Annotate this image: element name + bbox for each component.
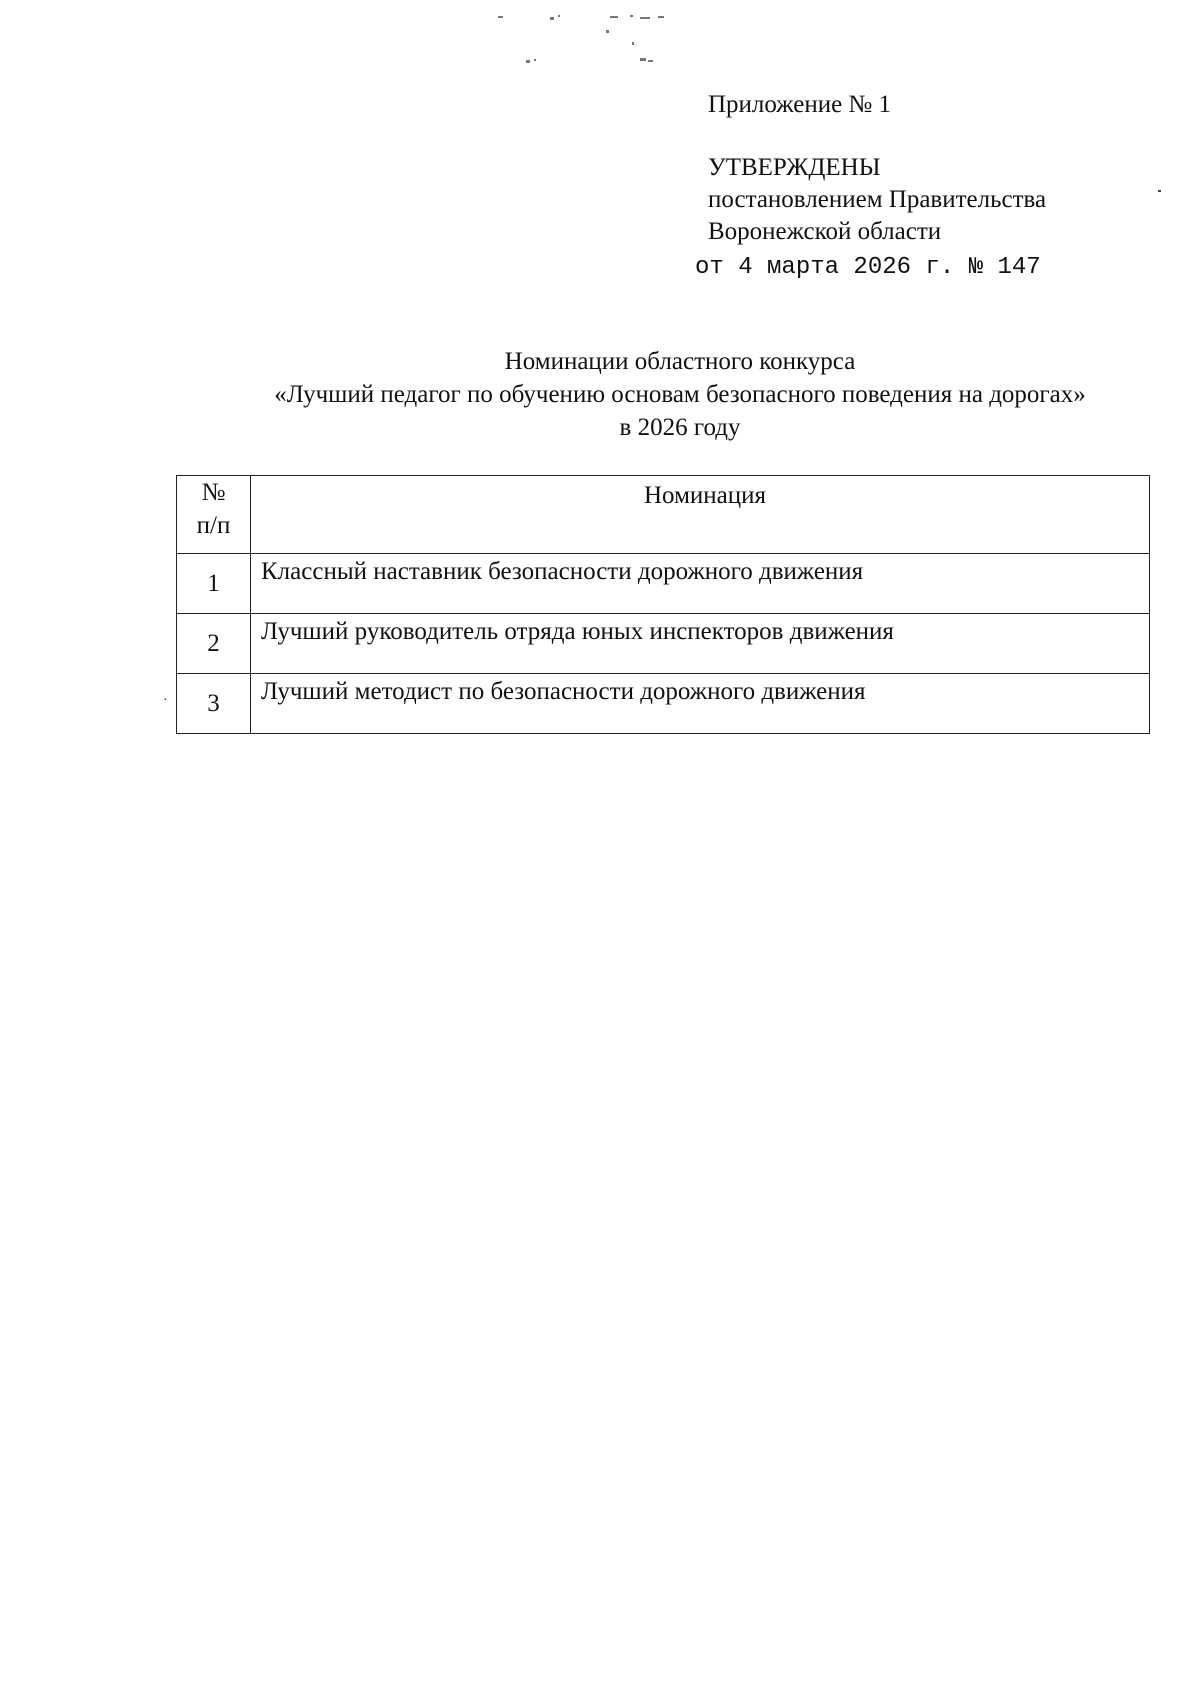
- title-line-2: «Лучший педагог по обучению основам безопасного поведения на дорогах»: [274, 381, 1086, 408]
- title-line-1: Номинации областного конкурса: [504, 348, 856, 375]
- attachment-label: Приложение № 1: [708, 91, 892, 118]
- approval-stamp: [695, 152, 1047, 284]
- row-number: 2: [177, 614, 251, 674]
- row-nomination: Лучший методист по безопасности дорожного движения: [251, 674, 1150, 734]
- table-header-row: [177, 476, 1150, 554]
- table-row: [177, 554, 1150, 614]
- document-title: [170, 345, 1190, 444]
- nominations-table: [176, 475, 1150, 734]
- header-number-abbrev: п/п: [196, 512, 231, 539]
- header-number-symbol: №: [201, 479, 226, 506]
- scan-artifacts: [490, 10, 730, 70]
- row-number: 1: [177, 554, 251, 614]
- decree-line-2: Воронежской области: [708, 218, 942, 245]
- margin-mark: ·: [163, 693, 168, 708]
- approved-heading: УТВЕРЖДЕНЫ: [708, 154, 881, 181]
- table-row: [177, 674, 1150, 734]
- table-row: [177, 614, 1150, 674]
- decree-date-number: от 4 марта 2026 г. № 147: [695, 254, 1041, 281]
- title-line-3: в 2026 году: [619, 414, 741, 441]
- row-nomination: Лучший руководитель отряда юных инспекторов движения: [251, 614, 1150, 674]
- row-number: 3: [177, 674, 251, 734]
- row-nomination: Классный наставник безопасности дорожного движения: [251, 554, 1150, 614]
- decree-line-1: постановлением Правительства: [708, 186, 1047, 213]
- header-number-cell: [177, 476, 251, 554]
- scan-speck: [1158, 190, 1161, 192]
- header-nomination-cell: Номинация: [251, 476, 1150, 554]
